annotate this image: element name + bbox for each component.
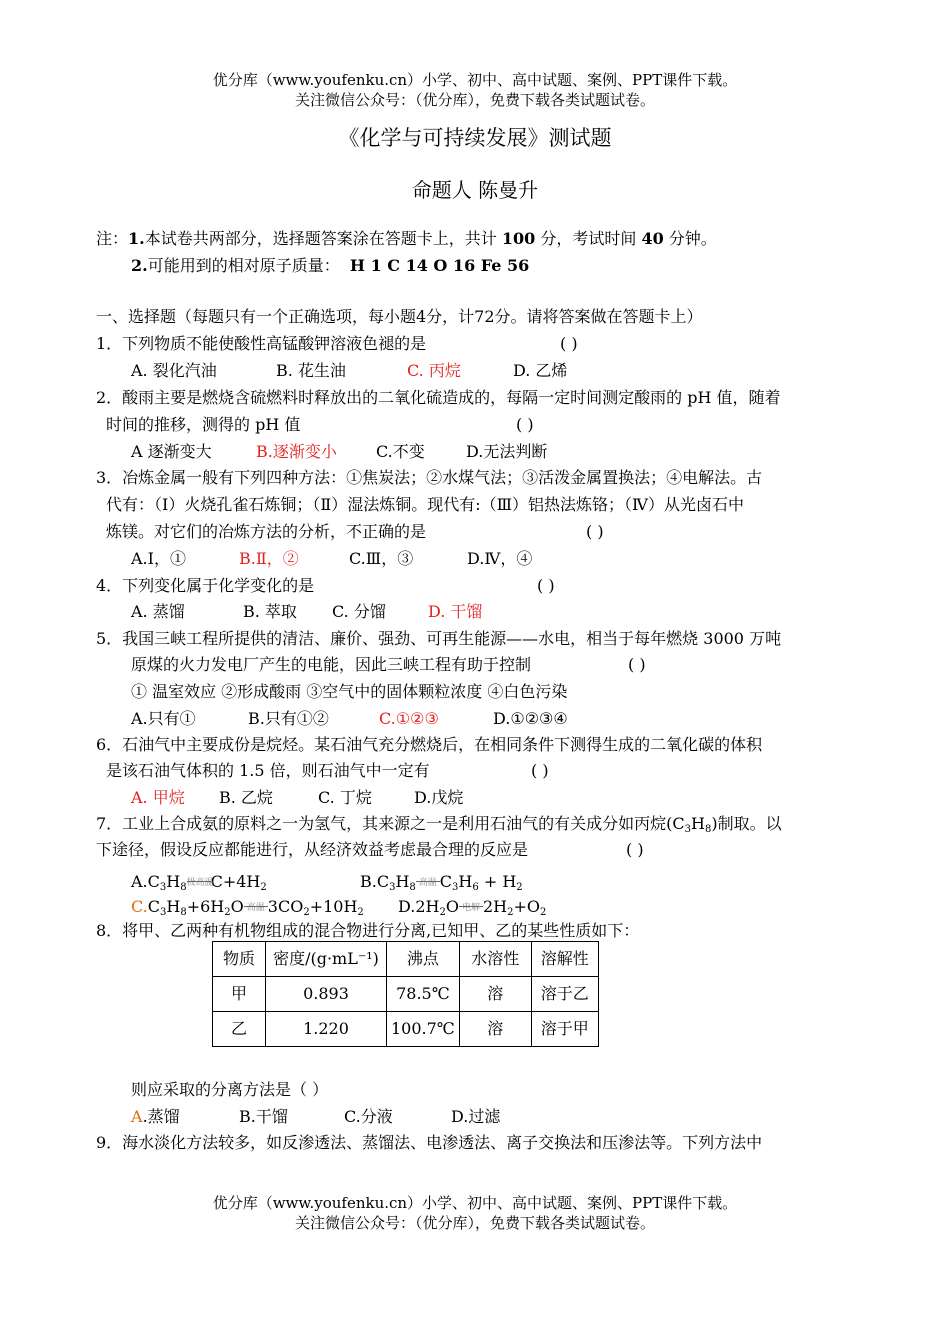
q3-paren: ( ) (586, 522, 604, 541)
page-title: 《化学与可持续发展》测试题 (338, 126, 612, 150)
q3-stem-2: 代有：（I）火烧孔雀石炼铜；（Ⅱ）湿法炼铜。现代有:（Ⅲ）铝热法炼铬；（Ⅳ）从光卤石中 (106, 495, 745, 514)
q3-stem-1: 3．冶炼金属一般有下列四种方法：①焦炭法；②水煤气法；③活泼金属置换法；④电解法。古 (96, 468, 763, 487)
q7-stem-1b: )制取。以 (711, 814, 782, 833)
q8-option-c: C.分液 (344, 1107, 393, 1126)
header-line-1: 优分库（www.youfenku.cn）小学、初中、高中试题、案例、PPT课件下载。 (212, 71, 738, 89)
q3-option-b: B.Ⅱ，② (239, 549, 299, 568)
q8-option-d: D.过滤 (451, 1107, 501, 1126)
q6-option-b: B. 乙烷 (219, 788, 273, 807)
q5-stem-2: 原煤的火力发电厂产生的电能，因此三峡工程有助于控制 (131, 655, 532, 674)
table-cell: 0.893 (266, 977, 387, 1012)
q7-option-d-product: 2H (482, 897, 508, 916)
q7-option-c-product: 3CO (267, 897, 304, 916)
table-cell: 溶于甲 (531, 1012, 598, 1047)
table-header-row (213, 942, 599, 977)
q7-stem-2: 下途径，假设反应都能进行，从经济效益考虑最合理的反应是 (96, 840, 529, 859)
footer-line-2: 关注微信公众号：（优分库），免费下载各类试题试卷。 (294, 1214, 655, 1232)
table-cell: 100.7℃ (387, 1012, 460, 1047)
q7-paren: ( ) (626, 840, 644, 859)
note-2-atoms: H 1 C 14 O 16 Fe 56 (349, 256, 530, 275)
table-cell: 溶于乙 (531, 977, 598, 1012)
q8-option-a (131, 1106, 180, 1128)
q6-paren: ( ) (531, 761, 549, 780)
reaction-arrow-icon (244, 897, 268, 919)
q4-option-d: D. 干馏 (428, 602, 483, 621)
note-2 (131, 255, 529, 277)
reaction-arrow-icon (459, 897, 483, 919)
q5-items: ① 温室效应 ②形成酸雨 ③空气中的固体颗粒浓度 ④白色污染 (131, 682, 568, 701)
table-header-cell: 物质 (213, 942, 266, 977)
q1-option-d: D. 乙烯 (513, 361, 568, 380)
q7-option-a: $A.C_3H_8$极高温$C+4H_2$ (131, 872, 267, 893)
q5-option-d: D.①②③④ (493, 709, 568, 728)
properties-table (212, 941, 599, 1047)
q7-option-c-reactant-3: O (230, 897, 244, 916)
q6-option-a: A. 甲烷 (131, 788, 185, 807)
table-row (213, 977, 599, 1012)
q7-option-d-product-2: +O (513, 897, 541, 916)
q4-option-a: A. 蒸馏 (131, 602, 185, 621)
table-cell: 溶 (459, 977, 531, 1012)
q2-option-c: C.不变 (376, 442, 425, 461)
q3-option-a: A.Ⅰ，① (131, 549, 186, 568)
q2-option-d: D.无法判断 (466, 442, 548, 461)
q9-stem: 9．海水淡化方法较多，如反渗透法、蒸馏法、电渗透法、离子交换法和压渗法等。下列方法中 (96, 1133, 763, 1152)
q5-stem-1: 5．我国三峡工程所提供的清洁、廉价、强劲、可再生能源——水电，相当于每年燃烧 3000 万吨 (96, 629, 782, 648)
note-label: 注： (96, 229, 129, 248)
q7-cond-b: 高温 (418, 877, 437, 888)
q6-stem-2: 是该石油气体积的 1.5 倍，则石油气中一定有 (106, 761, 430, 780)
q8-option-a-letter: A (131, 1107, 143, 1126)
author-line: 命题人 陈曼升 (411, 178, 539, 202)
note-1-text: 本试卷共两部分，选择题答案涂在答题卡上，共计 (144, 229, 497, 248)
q7-stem-1a: 7．工业上合成氨的原料之一为氢气，其来源之一是利用石油气的有关成分如丙烷(C (96, 814, 685, 833)
q7-option-d-reactant-2: O (445, 897, 459, 916)
note-1-number: 1. (128, 229, 145, 248)
q7-option-a-label: A.C (131, 872, 160, 891)
note-1-time: 40 (641, 229, 664, 248)
q4-stem: 4．下列变化属于化学变化的是 (96, 576, 315, 595)
q7-option-b-label: B.C (360, 872, 390, 891)
q5-option-c: C.①②③ (379, 709, 439, 728)
table-header-cell: 密度/(g·mL⁻¹) (266, 942, 387, 977)
q7-option-c-product-2: +10H (309, 897, 358, 916)
table-cell: 溶 (459, 1012, 531, 1047)
q3-option-c: C.Ⅲ，③ (349, 549, 414, 568)
q7-option-c: $C.C_3H_8+6H_2O$ 高温 $3CO_2+10H_2$ (131, 897, 364, 918)
table-header-cell: 水溶性 (459, 942, 531, 977)
q3-stem-3: 炼镁。对它们的冶炼方法的分析，不正确的是 (106, 522, 427, 541)
table-cell: 甲 (213, 977, 266, 1012)
table-cell: 乙 (213, 1012, 266, 1047)
q7-option-d-label: D.2H (398, 897, 440, 916)
table-header-cell: 沸点 (387, 942, 460, 977)
q4-option-b: B. 萃取 (243, 602, 297, 621)
q7-option-b: $B.C_3H_8$ 高温 $C_3H_6 + H_2$ (360, 872, 523, 893)
q2-paren: ( ) (516, 415, 534, 434)
q4-option-c: C. 分馏 (332, 602, 386, 621)
reaction-arrow-icon (416, 872, 440, 894)
q8-stem: 8．将甲、乙两种有机物组成的混合物进行分离,已知甲、乙的某些性质如下： (96, 921, 640, 940)
q7-stem-1: 7．工业上合成氨的原料之一为氢气，其来源之一是利用石油气的有关成分如丙烷$(C_3H_8)$制取。以 (96, 814, 782, 835)
q7-cond-c: 高温 (246, 902, 265, 913)
q8-stem-2: 则应采取的分离方法是（ ） (131, 1080, 329, 1099)
q7-option-c-reactant: C (147, 897, 161, 916)
q7-option-b-product: C (439, 872, 453, 891)
table-header-cell: 溶解性 (531, 942, 598, 977)
q7-option-b-product-2: + H (478, 872, 517, 891)
q3-option-d: D.Ⅳ，④ (467, 549, 533, 568)
q5-option-b: B.只有①② (248, 709, 329, 728)
q1-paren: ( ) (560, 334, 578, 353)
q2-stem-1: 2．酸雨主要是燃烧含硫燃料时释放出的二氧化硫造成的，每隔一定时间测定酸雨的 pH 值，随着 (96, 388, 781, 407)
table-cell: 78.5℃ (387, 977, 460, 1012)
q1-option-b: B. 花生油 (276, 361, 346, 380)
table-row (213, 1012, 599, 1047)
section-1-heading: 一、选择题（每题只有一个正确选项，每小题4分，计72分。请将答案做在答题卡上） (96, 307, 703, 326)
q2-option-a: A 逐渐变大 (131, 442, 212, 461)
q8-option-b: B.干馏 (239, 1107, 288, 1126)
footer-line-1: 优分库（www.youfenku.cn）小学、初中、高中试题、案例、PPT课件下载。 (212, 1194, 738, 1212)
q7-cond-a: 极高温 (186, 877, 214, 888)
q5-paren: ( ) (628, 655, 646, 674)
q2-stem-2: 时间的推移，测得的 pH 值 (106, 415, 301, 434)
q6-option-d: D.戊烷 (414, 788, 464, 807)
q2-option-b: B.逐渐变小 (256, 442, 337, 461)
note-2-text: 可能用到的相对原子质量： (147, 256, 340, 275)
q1-stem: 1．下列物质不能使酸性高锰酸钾溶液色褪的是 (96, 334, 427, 353)
note-1-text3: 分钟。 (668, 229, 717, 248)
note-1 (96, 228, 717, 250)
table-cell: 1.220 (266, 1012, 387, 1047)
note-1-text2: 分，考试时间 (540, 229, 637, 248)
reaction-arrow-icon (186, 872, 214, 894)
q6-stem-1: 6．石油气中主要成份是烷烃。某石油气充分燃烧后，在相同条件下测得生成的二氧化碳的体积 (96, 735, 763, 754)
q4-paren: ( ) (537, 576, 555, 595)
q7-cond-d: 电解 (461, 902, 480, 913)
q7-option-a-product: C+4H (210, 872, 261, 891)
q6-option-c: C. 丁烷 (318, 788, 372, 807)
q7-option-d: $D.2H_2O$ 电解 $2H_2+O_2$ (398, 897, 547, 918)
q1-option-a: A. 裂化汽油 (131, 361, 217, 380)
note-2-number: 2. (131, 256, 148, 275)
q7-option-c-label: C. (131, 897, 148, 916)
q5-option-a: A.只有① (131, 709, 196, 728)
header-line-2: 关注微信公众号：（优分库），免费下载各类试题试卷。 (294, 91, 655, 109)
q8-option-a-text: .蒸馏 (142, 1107, 180, 1126)
q7-option-c-reactant-2: +6H (186, 897, 225, 916)
note-1-score: 100 (501, 229, 536, 248)
q1-option-c: C. 丙烷 (407, 361, 461, 380)
